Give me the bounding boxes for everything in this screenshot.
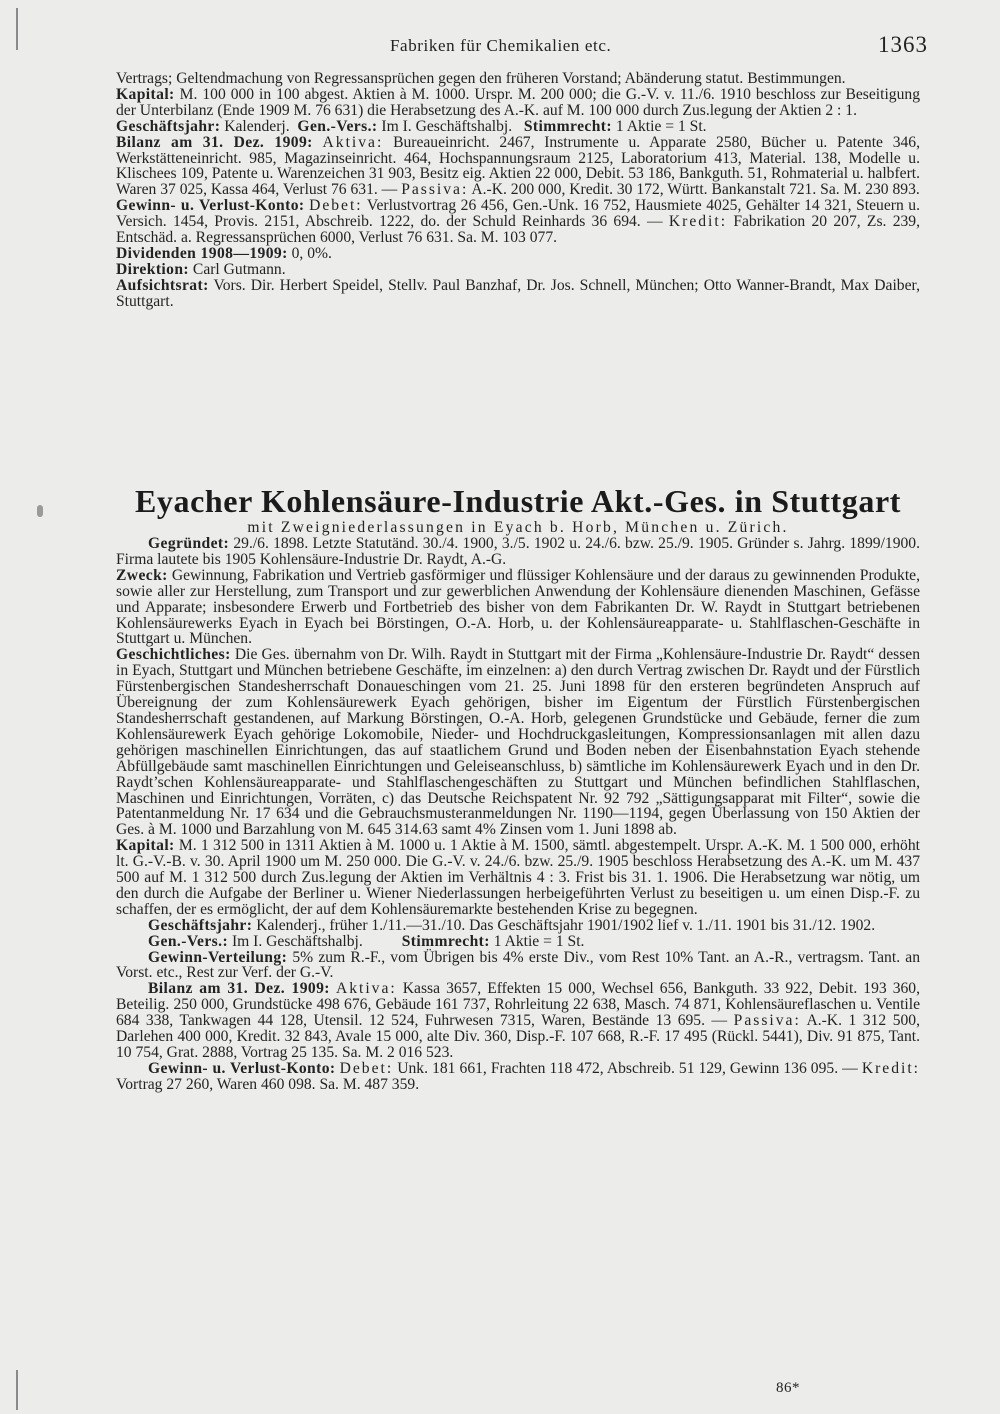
geschichtliches-section: Geschichtliches: Die Ges. übernahm von Dr. Wilh. Raydt in Stuttgart mit der Firma „Kohlensäure-Industrie Dr. Raydt“ dessen in Eyach, Stuttgart und München betriebene Geschäfte, im einzelnen: a) den durch Vertrag zwischen Dr. Raydt und der Fürstlich Fürstenbergischen Standesherrschaft Donaueschingen vom 21. 25. Juni 1898 für den ersteren begründeten Anspruch auf Übereignung der zum Kohlensäurewerk Eyach gehörigen, bisher im Eigentum der Fürstlich Fürstenbergischen Standesherrschaft gestandenen, auf Markung Börstingen, O.-A. Horb, gelegenen Grundstücke und Gebäude, ferner die zum Kohlensäurewerk Eyach gehörige Lokomobile, Nieder- und Hochdruckgasleitungen, Kompressionsanlagen mit allen dazu gehörigen maschinellen Einrichtungen, das auf staatlichem Grund und Boden neben der Eisenbahnstation Eyach stehende Abfüllgebäude samt maschinellen Einrichtungen und Geleiseanschluss, b) sämtliche im Kohlensäurewerk Eyach und in den Dr. Raydt’schen Kohlensäureapparate- und Stahlflaschengeschäften zu Stuttgart und München befindlichen Stahlflaschen, Maschinen und Einrichtungen, Vorräten, c) das Deutsche Reichspatent Nr. 92 792 „Sättigungsapparat mit Filter“, sowie die Patentanmeldung Nr. 17 634 und die Gebrauchsmusteranmeldungen Nr. 1190—1194, gegen Überlassung von 150 Aktien der Ges. à M. 1000 und Barzahlung von M. 645 314.63 samt 4% Zinsen vom 1. Juni 1898 ab. — [116, 646, 920, 839]
guv-section: Gewinn- u. Verlust-Konto: Debet: Unk. 181 661, Frachten 118 472, Abschreib. 51 129, Gewinn 136 095. — Kredit: Vortrag 27 260, Waren 460 098. Sa. M. 487 359. — [116, 1059, 921, 1093]
entry-eyacher-kohlensaeure — [116, 483, 920, 1093]
running-title: Fabriken für Chemikalien etc. — [390, 36, 612, 55]
bilanz-section: Bilanz am 31. Dez. 1909: Aktiva: Kassa 3657, Effekten 15 000, Wechsel 656, Bankguth. 33 922, Debit. 193 360, Beteilig. 250 000, Grundstücke 498 676, Gebäude 161 737, Rohrleitung 22 638, Masch. 74 871, Kohlensäureflaschen u. Ventile 684 338, Tankwagen 44 128, Utensil. 12 524, Fuhrwesen 7315, Waren, Bestände 13 695. — Passiva: A.-K. 1 312 500, Darlehen 400 000, Kredit. 32 843, Avale 15 000, alte Div. 360, Disp.-F. 107 668, R.-F. 17 495 (Rückl. 5441), Div. 91 875, Tant. 10 754, Grat. 2888, Vortrag 25 135. Sa. M. 2 016 523. — [116, 980, 921, 1061]
meta-section: Geschäftsjahr: Kalenderj. Gen.-Vers.: Im I. Geschäftshalbj. Stimmrecht: 1 Aktie = 1 St. — [116, 117, 707, 135]
scan-margin-mark — [16, 1370, 18, 1410]
company-title: Eyacher Kohlensäure-Industrie Akt.-Ges. in Stuttgart — [134, 483, 902, 519]
zweck-section: Zweck: Gewinnung, Fabrikation und Vertrieb gasförmiger und flüssiger Kohlensäure und der daraus zu gewinnenden Produkte, sowie aller zur Herstellung, zum Transport und zur gewerblichen Anwendung der Kohlensäure dienenden Maschinen, Gefässe und Apparate; insbesondere Erwerb und Fortbetrieb des bisher von dem Fabrikanten Dr. W. Raydt in Stuttgart betriebenen Kohlensäurewerks Eyach in Eyach bei Börstingen, O.-A. Horb, u. der Kohlensäureapparate- u. Stahlflaschen-Geschäfte in Stuttgart u. München. — [116, 566, 920, 648]
aufsichtsrat-section: Aufsichtsrat: Vors. Dir. Herbert Speidel, Stellv. Paul Banzhaf, Dr. Jos. Schnell, München; Otto Wanner-Brandt, Max Daiber, Stuttgart. — [116, 276, 920, 310]
gegruendet-section: Gegründet: 29./6. 1898. Letzte Statutänd. 30./4. 1900, 3./5. 1902 u. 24./6. bzw. 25./9. 1905. Gründer s. Jahrg. 1899/1900. Firma lautete bis 1905 Kohlensäure-Industrie Dr. Raydt, A.-G. — [116, 535, 920, 568]
meta-section: Gen.-Vers.: Im I. Geschäftshalbj. Stimmrecht: 1 Aktie = 1 St. — [148, 932, 585, 950]
sheet-signature: 86* — [776, 1380, 800, 1396]
scan-punch-mark — [37, 505, 43, 517]
dividenden-section: Dividenden 1908—1909: 0, 0%. — [116, 244, 332, 262]
kapital-section: Kapital: M. 1 312 500 in 1311 Aktien à M. 1000 u. 1 Aktie à M. 1500, sämtl. abgestempelt. Urspr. A.-K. M. 1 500 000, erhöht lt. G.-V.-B. v. 30. April 1900 um M. 250 000. Die G.-V. v. 24./6. bzw. 25./9. 1905 beschloss Herabsetzung des A.-K. um M. 437 500 auf M. 1 312 500 durch Zus.legung der Aktien im Verhältnis 4 : 3. Frist bis 31. 1. 1906. Die Herabsetzung war nötig, um den durch die Aufgabe der Berliner u. Wiener Niederlassungen herbeigeführten Verlust zu beseitigen u. um einen Disp.-F. zu schaffen, der es ermöglicht, der auf dem Kohlensäuremarkte bestehenden Krise zu begegnen. — [116, 837, 920, 918]
page-header — [0, 32, 1000, 62]
guv-section: Gewinn- u. Verlust-Konto: Debet: Verlustvortrag 26 456, Gen.-Unk. 16 752, Hausmiete 4025, Gehälter 14 321, Steuern u. Versich. 1454, Provis. 2151, Abschreib. 1222, do. der Schuld Reinhards 36 694. — Kredit: Fabrikation 20 207, Zs. 239, Entschäd. a. Regressansprüchen 6000, Verlust 76 631. Sa. M. 103 077. — [116, 197, 921, 247]
company-subtitle: mit Zweigniederlassungen in Eyach b. Horb, München u. Zürich. — [247, 519, 789, 536]
entry-lead: Vertrags; Geltendmachung von Regressansprüchen gegen den früheren Vorstand; Abänderung statut. Bestimmungen. — [116, 70, 846, 87]
page-number: 1363 — [878, 32, 928, 57]
geschaeftsjahr-section: Geschäftsjahr: Kalenderj., früher 1./11.—31./10. Das Geschäftsjahr 1901/1902 lief v. 1./11. 1901 bis 31./12. 1902. — [148, 916, 876, 934]
bilanz-section: Bilanz am 31. Dez. 1909: Aktiva: Bureaueinricht. 2467, Instrumente u. Apparate 2580, Bücher u. Patente 346, Werkstätteneinricht. 985, Magazinseinricht. 464, Hochspannungsraum 2125, Laboratorium 413, Material. 138, Modelle u. Klischees 109, Patente u. Warenzeichen 31 903, Besitz eig. Aktien 22 000, Debit. 53 186, Bankguth. 51, Rohmaterial u. halbfert. Waren 37 025, Kassa 464, Verlust 76 631. — Passiva: A.-K. 200 000, Kredit. 30 172, Württ. Bankanstalt 721. Sa. M. 230 893. — [116, 133, 921, 199]
kapital-section: Kapital: M. 100 000 in 100 abgest. Aktien à M. 1000. Urspr. M. 200 000; die G.-V. v. 11./6. 1910 beschloss zur Beseitigung der Unterbilanz (Ende 1909 M. 76 631) die Herabsetzung des A.-K. auf M. 100 000 durch Zus.legung der Aktien 2 : 1. — [116, 85, 920, 119]
entry-previous-company — [116, 71, 920, 310]
gewinnverteilung-section: Gewinn-Verteilung: 5% zum R.-F., vom Übrigen bis 4% erste Div., vom Rest 10% Tant. an A.-R., vertragsm. Tant. an Vorst. etc., Rest zur Verf. der G.-V. — [116, 948, 920, 982]
direktion-section: Direktion: Carl Gutmann. — [116, 260, 286, 278]
